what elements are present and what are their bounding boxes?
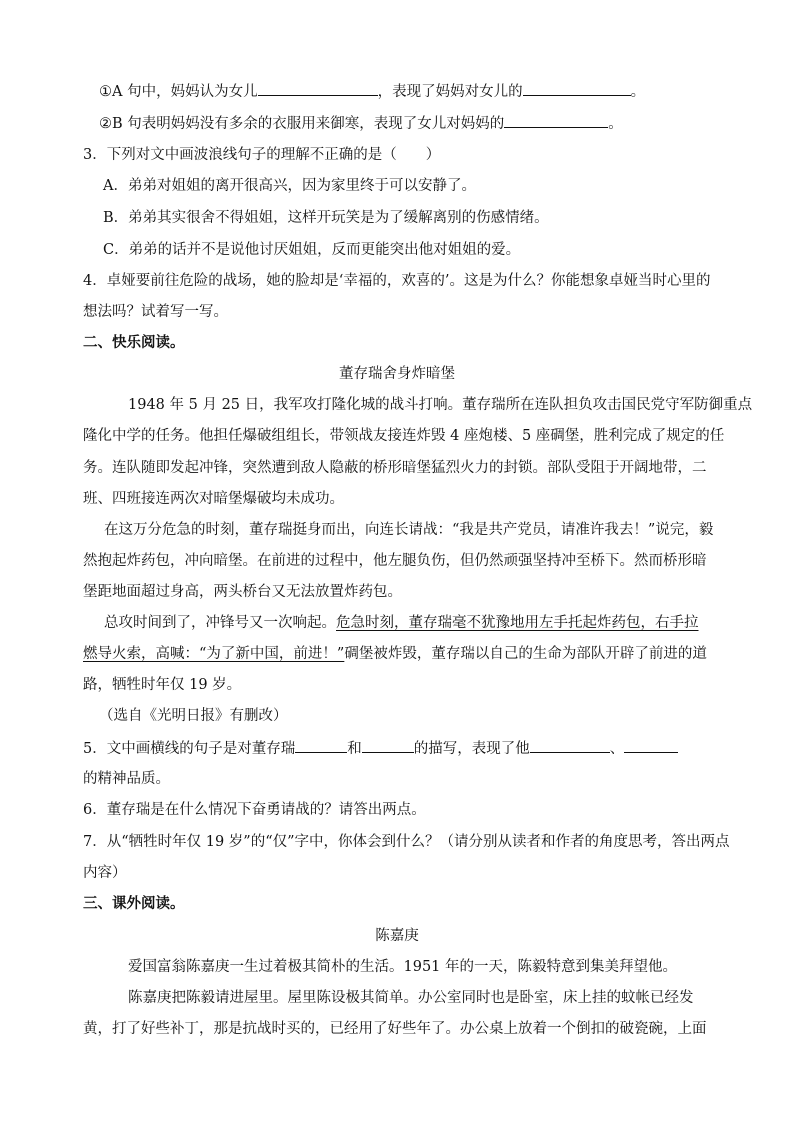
question-5-line-2: 的精神品质。 (83, 771, 170, 787)
item-b-text-end: 。 (608, 116, 623, 132)
answer-blank[interactable] (504, 113, 608, 128)
question-4-line-1: 4．卓娅要前往危险的战场，她的脸却是‘幸福的，欢喜的’。这是为什么？你能想象卓娅当时心里的 (83, 273, 711, 289)
question-6: 6．董存瑞是在什么情况下奋勇请战的？请答出两点。 (83, 802, 426, 818)
question-4-line-2: 想法吗？试着写一写。 (83, 304, 228, 320)
answer-blank[interactable] (523, 81, 631, 96)
answer-blank[interactable] (362, 738, 414, 753)
paragraph-2-line-1: 在这万分危急的时刻，董存瑞挺身而出，向连长请战：“我是共产党员，请准许我去！”说完，毅 (104, 522, 714, 538)
answer-blank[interactable] (295, 738, 347, 753)
section-2-heading: 二、快乐阅读。 (83, 334, 185, 351)
item-a-text-mid: ，表现了妈妈对女儿的 (377, 84, 523, 100)
question-5-text: 、 (609, 741, 625, 757)
paragraph-1-line-4: 班、四班接连两次对暗堡爆破均未成功。 (83, 491, 344, 507)
underlined-sentence: 燃导火索，高喊：“为了新中国，前进！” (83, 646, 345, 662)
paragraph-2-line-1: 陈嘉庚把陈毅请进屋里。屋里陈设极其简单。办公室同时也是卧室，床上挂的蚊帐已经发 (128, 990, 694, 1006)
answer-blank[interactable] (258, 81, 378, 96)
paragraph-3-line-1 (104, 613, 699, 633)
paragraph-2-line-3: 堡距地面超过身高，两头桥台又无法放置炸药包。 (83, 584, 402, 600)
item-a-text-end: 。 (630, 84, 646, 100)
paragraph-3-line-2 (83, 644, 707, 664)
question-7-line-1: 7．从“牺牲时年仅 19 岁”的“仅”字中，你体会到什么？（请分别从读者和作者的角度思考，答出两点 (83, 834, 730, 850)
paragraph-1-line-1: 1948 年 5 月 25 日，我军攻打隆化城的战斗打响。董存瑞所在连队担负攻击国民党守军防御重点 (128, 397, 753, 413)
question-3-stem: 3．下列对文中画波浪线句子的理解不正确的是（ ） (83, 147, 441, 163)
item-a-text: ①A 句中，妈妈认为女儿 (99, 84, 258, 100)
question-5-text: 和 (347, 741, 362, 757)
option-a[interactable]: A．弟弟对姐姐的离开很高兴，因为家里终于可以安静了。 (103, 178, 476, 194)
item-b-text: ②B 句表明妈妈没有多余的衣服用来御寒，表现了女儿对妈妈的 (99, 116, 505, 132)
question-2-item-a (99, 81, 645, 102)
question-7-line-2: 内容） (83, 865, 127, 881)
article-title: 董存瑞舍身炸暗堡 (339, 366, 455, 382)
answer-blank[interactable] (624, 738, 678, 753)
paragraph-2-line-2: 然抱起炸药包，冲向暗堡。在前进的过程中，他左腿负伤，但仍然顽强坚持冲至桥下。然而桥形暗 (83, 553, 707, 569)
section-3-heading: 三、课外阅读。 (83, 895, 185, 912)
paragraph-3-text: 碉堡被炸毁，董存瑞以自己的生命为部队开辟了前进的道 (344, 646, 707, 662)
paragraph-3-line-3: 路，牺牲时年仅 19 岁。 (83, 677, 242, 693)
question-2-item-b (99, 113, 623, 134)
question-5-line-1 (83, 738, 678, 759)
paragraph-1: 爱国富翁陈嘉庚一生过着极其简朴的生活。1951 年的一天，陈毅特意到集美拜望他。 (128, 959, 678, 975)
paragraph-3-text: 总攻时间到了，冲锋号又一次响起。 (104, 615, 336, 631)
paragraph-1-line-3: 务。连队随即发起冲锋，突然遭到敌人隐蔽的桥形暗堡猛烈火力的封锁。部队受阻于开阔地带，二 (83, 460, 707, 476)
underlined-sentence: 危急时刻，董存瑞毫不犹豫地用左手托起炸药包，右手拉 (336, 615, 699, 631)
article-source: （选自《光明日报》有删改） (99, 708, 288, 724)
question-5-text: 5．文中画横线的句子是对董存瑞 (83, 741, 296, 757)
option-b[interactable]: B．弟弟其实很舍不得姐姐，这样开玩笑是为了缓解离别的伤感情绪。 (103, 210, 549, 226)
question-5-text: 的描写，表现了他 (413, 741, 530, 757)
article-title: 陈嘉庚 (375, 928, 419, 944)
paragraph-1-line-2: 隆化中学的任务。他担任爆破组组长，带领战友接连炸毁 4 座炮楼、5 座碉堡，胜利完成了规定的任 (83, 428, 725, 444)
answer-blank[interactable] (530, 738, 610, 753)
option-c[interactable]: C．弟弟的话并不是说他讨厌姐姐，反而更能突出他对姐姐的爱。 (103, 242, 521, 258)
paragraph-2-line-2: 黄，打了好些补丁，那是抗战时买的，已经用了好些年了。办公桌上放着一个倒扣的破瓷碗，上面 (83, 1021, 707, 1037)
